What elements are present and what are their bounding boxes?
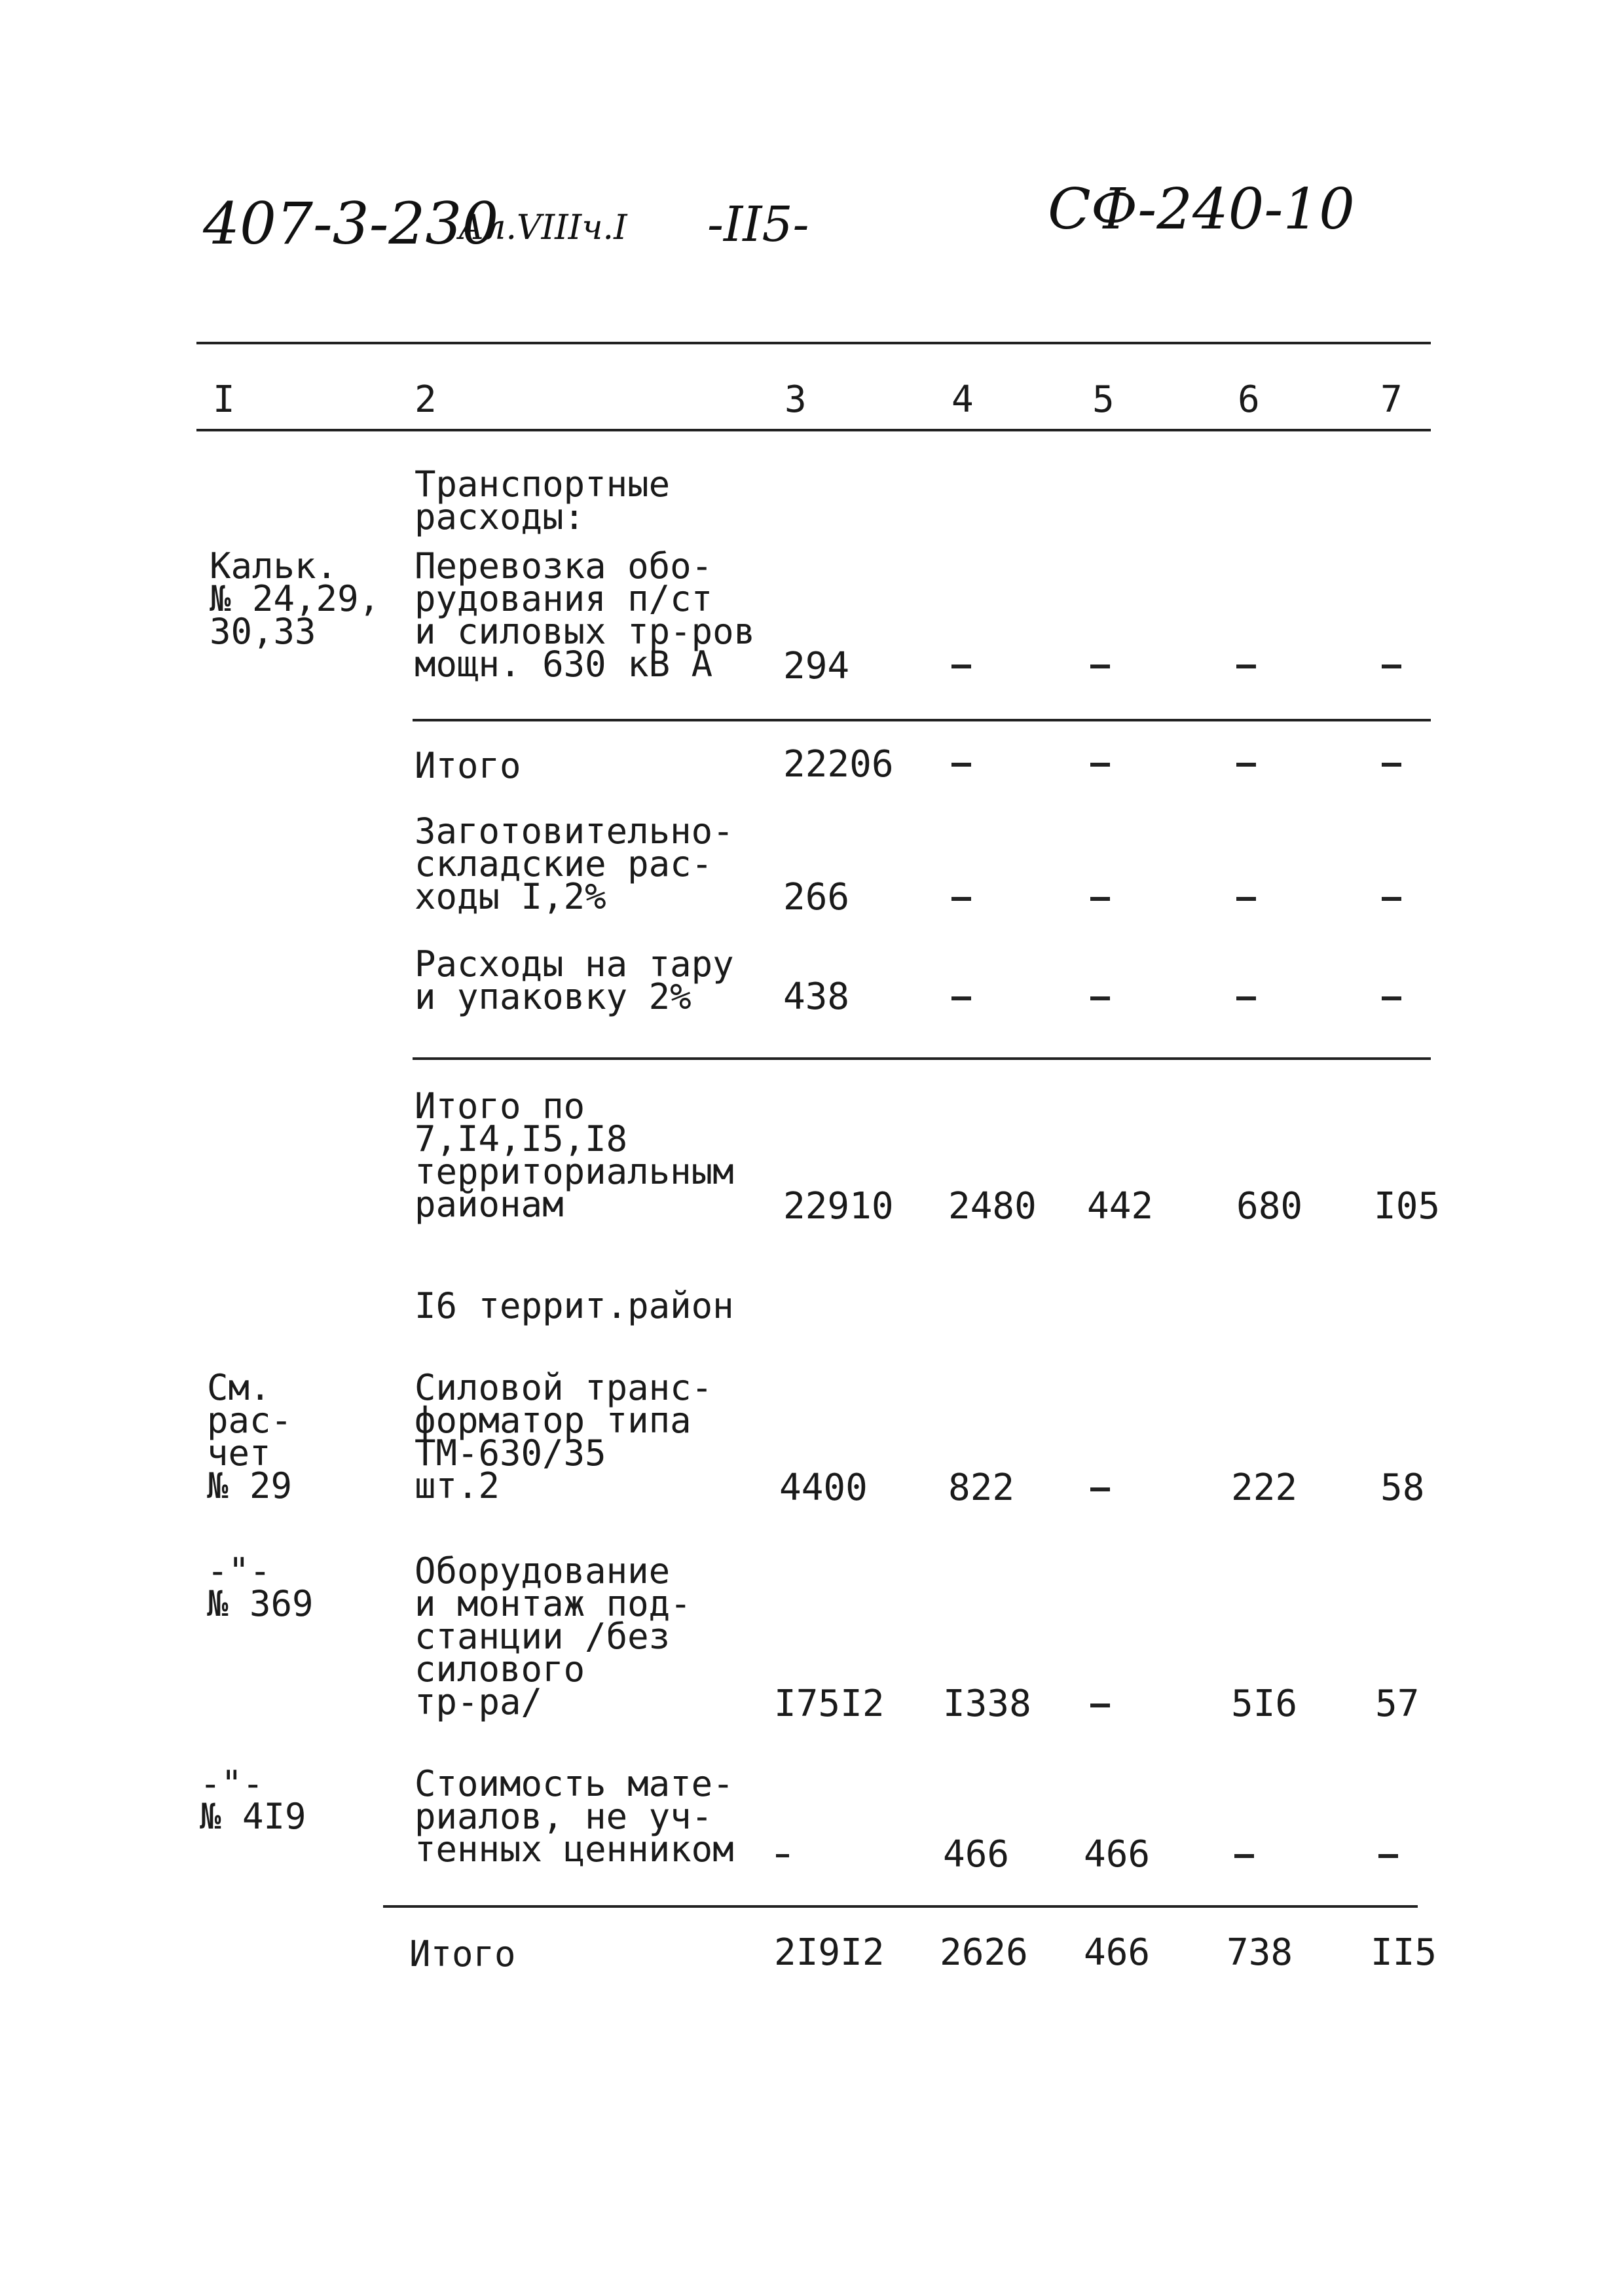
dash-mark — [1236, 763, 1256, 767]
archive-code: СФ-240-10 — [1048, 177, 1355, 242]
row-reference: См. рас- чет № 29 — [207, 1367, 293, 1506]
cell-value: 58 — [1380, 1467, 1425, 1509]
cell-value: 680 — [1236, 1185, 1303, 1228]
cell-value: 466 — [943, 1833, 1010, 1876]
column-header-2: 2 — [415, 378, 437, 421]
column-header-4: 4 — [951, 378, 974, 421]
dash-mark — [1090, 763, 1110, 767]
cell-value: 222 — [1231, 1467, 1298, 1509]
row-name: Заготовительно- складские рас- ходы I,2% — [415, 811, 734, 917]
dash-mark — [1382, 665, 1401, 668]
cell-value: 822 — [948, 1467, 1015, 1509]
row-name: Перевозка обо- рудования п/ст и силовых тр-ров мощн. 630 кВ А — [415, 545, 756, 685]
row-name: Итого по 7,I4,I5,I8 территориальным районам — [415, 1085, 734, 1225]
sheet-reference: Ал.VIIIч.I — [458, 208, 627, 247]
document-code: 407-3-230 — [203, 190, 499, 257]
column-header-3: 3 — [784, 378, 807, 421]
cell-value: 2480 — [948, 1185, 1037, 1228]
dash-mark — [1236, 897, 1256, 901]
page-number: -II5- — [707, 196, 809, 253]
cell-value: I75I2 — [774, 1683, 885, 1725]
subtotal-rule — [413, 1057, 1431, 1060]
cell-value: I05 — [1374, 1185, 1441, 1228]
cell-value: 442 — [1087, 1185, 1154, 1228]
dash-mark — [1090, 1704, 1110, 1707]
dash-mark — [1378, 1854, 1398, 1858]
row-name: Стоимость мате- риалов, не уч- тенных ценником — [415, 1763, 734, 1870]
dash-mark — [951, 665, 971, 668]
row-reference: -"- № 4I9 — [200, 1763, 306, 1837]
section-heading: I6 террит.район — [415, 1285, 734, 1326]
cell-value: 2I9I2 — [774, 1931, 885, 1974]
column-header-5: 5 — [1092, 378, 1115, 421]
dash-mark — [1234, 1854, 1254, 1858]
row-reference: -"- № 369 — [207, 1550, 314, 1624]
column-header-1: I — [213, 378, 235, 421]
cell-value: II5 — [1371, 1931, 1437, 1974]
cell-value: 22910 — [783, 1185, 894, 1228]
cell-value: 4400 — [779, 1467, 868, 1509]
dash-mark — [1090, 665, 1110, 668]
row-name: Транспортные расходы: — [415, 464, 671, 538]
dash-mark — [951, 897, 971, 901]
cell-value: I338 — [943, 1683, 1031, 1725]
cell-value: 57 — [1375, 1683, 1420, 1725]
cell-value: 22206 — [783, 743, 894, 786]
dash-mark — [1090, 996, 1110, 1000]
dash-mark — [1382, 897, 1401, 901]
cell-value: 466 — [1084, 1931, 1151, 1974]
dash-mark — [951, 763, 971, 767]
cell-value: 738 — [1227, 1931, 1293, 1974]
row-reference: Кальк. № 24,29, 30,33 — [210, 545, 380, 652]
row-name: Итого — [415, 745, 521, 786]
cell-value: 5I6 — [1231, 1683, 1298, 1725]
row-name: Итого — [409, 1933, 516, 1975]
total-rule — [383, 1905, 1418, 1908]
cell-value: 266 — [783, 876, 850, 919]
column-header-7: 7 — [1380, 378, 1403, 421]
table-top-rule — [196, 342, 1431, 344]
table-header-rule — [196, 429, 1431, 431]
cell-value: 294 — [783, 645, 850, 687]
dash-mark — [1382, 996, 1401, 1000]
dash-mark — [1236, 996, 1256, 1000]
subtotal-rule — [413, 719, 1431, 721]
dash-mark — [776, 1854, 789, 1857]
cell-value: 438 — [783, 975, 850, 1018]
cell-value: 2626 — [940, 1931, 1028, 1974]
row-name: Силовой транс- форматор типа ТМ-630/35 шт.2 — [415, 1367, 713, 1506]
dash-mark — [1090, 1487, 1110, 1491]
dash-mark — [1090, 897, 1110, 901]
cell-value: 466 — [1084, 1833, 1151, 1876]
column-header-6: 6 — [1238, 378, 1260, 421]
dash-mark — [1382, 763, 1401, 767]
row-name: Оборудование и монтаж под- станции /без силового тр-ра/ — [415, 1550, 692, 1722]
dash-mark — [951, 996, 971, 1000]
row-name: Расходы на тару и упаковку 2% — [415, 943, 734, 1017]
dash-mark — [1236, 665, 1256, 668]
